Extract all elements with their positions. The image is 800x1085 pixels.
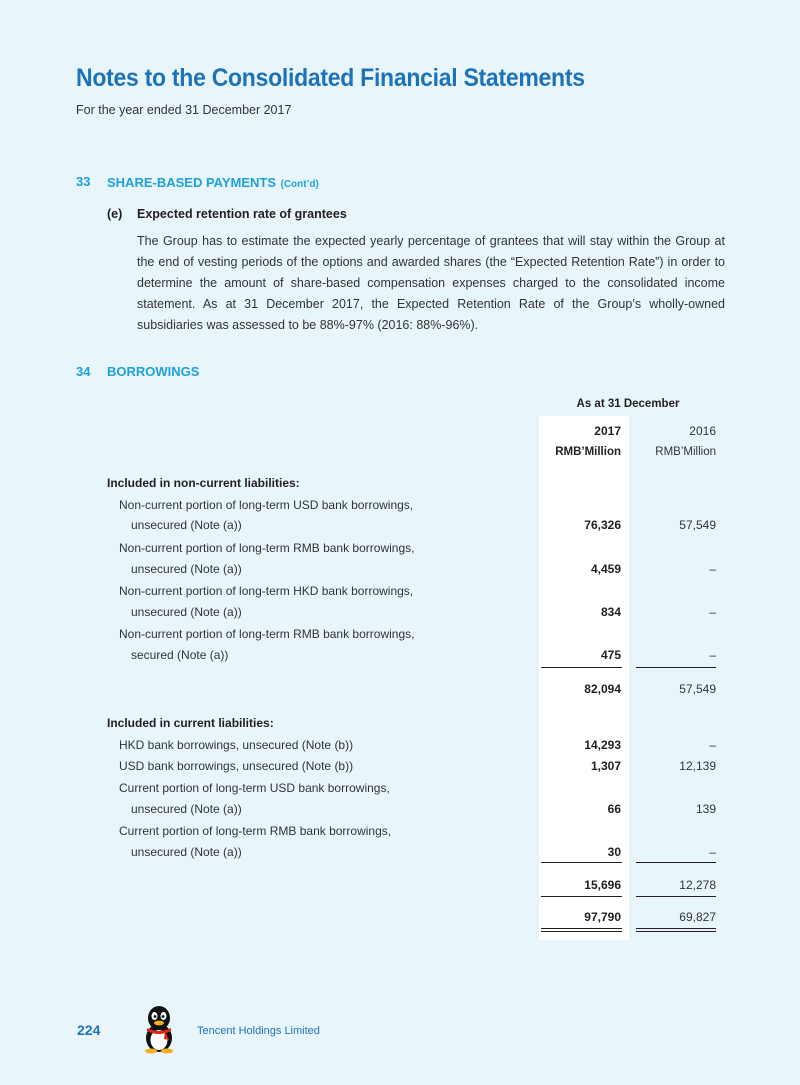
table-row-label: secured (Note (a)) [131,648,229,662]
table-cell-2017: 1,307 [590,759,621,773]
table-row-label: unsecured (Note (a)) [131,845,242,859]
section-33-heading [107,174,319,192]
page-subtitle: For the year ended 31 December 2017 [76,103,292,117]
table-cell-2017: 66 [607,802,621,816]
section-33-title: SHARE-BASED PAYMENTS [107,175,277,190]
table-cell-2016: – [709,562,716,576]
noncurrent-total-2017: 82,094 [584,682,621,696]
page-title: Notes to the Consolidated Financial Statements [76,64,585,92]
subtotal-rule-2016 [636,667,716,668]
table-row-label: unsecured (Note (a)) [131,562,242,576]
noncurrent-liabilities-heading: Included in non-current liabilities: [107,476,300,490]
total-rule-2017 [541,896,622,897]
noncurrent-total-2016: 57,549 [679,682,716,696]
table-row-label: HKD bank borrowings, unsecured (Note (b)) [119,738,354,752]
table-row-label: Current portion of long-term RMB bank borrowings, [119,824,392,838]
grand-total-2016: 69,827 [679,910,716,924]
column-header-2017: 2017 [594,424,621,438]
table-cell-2017: 30 [607,845,621,859]
table-cell-2016: – [709,648,716,662]
subtotal-rule-2016 [636,862,716,863]
company-name: Tencent Holdings Limited [197,1025,320,1037]
table-row-label: unsecured (Note (a)) [131,802,242,816]
section-34-title: BORROWINGS [107,364,200,379]
retention-rate-paragraph: The Group has to estimate the expected yearly percentage of grantees that will stay within the Group at the end of vesting periods of the options and awarded shares (the “Expected Retention Rate”) in order to determine the amount of share-based compensation expenses charged to the consolidated income statement. As at 31 December 2017, the Expected Retention Rate of the Group’s wholly-owned subsidiaries was assessed to be 88%-97% (2016: 88%-96%). [137,234,725,332]
table-cell-2016: – [709,738,716,752]
subsection-e-title: Expected retention rate of grantees [137,207,347,221]
section-33-cont: (Cont’d) [280,179,319,190]
table-cell-2016: – [709,845,716,859]
table-row-label: Non-current portion of long-term HKD bank borrowings, [119,584,414,598]
table-row-label: Non-current portion of long-term RMB bank borrowings, [119,627,415,641]
table-row-label: unsecured (Note (a)) [131,518,242,532]
table-as-at-header: As at 31 December [576,398,680,410]
page-number: 224 [77,1022,101,1038]
penguin-logo-icon [139,1004,179,1054]
table-cell-2017: 475 [600,648,621,662]
column-header-2016: 2016 [689,424,716,438]
current-total-2017: 15,696 [584,878,621,892]
current-total-2016: 12,278 [679,878,716,892]
table-row-label: Non-current portion of long-term RMB bank borrowings, [119,541,415,555]
column-unit-2016: RMB’Million [655,446,716,458]
subtotal-rule-2017 [541,667,622,668]
double-rule-2016 [636,928,716,929]
table-cell-2016: – [709,605,716,619]
table-row-label: Non-current portion of long-term USD bank borrowings, [119,498,414,512]
section-33-number: 33 [76,174,91,189]
table-cell-2017: 14,293 [584,738,621,752]
section-34-number: 34 [76,364,91,379]
current-liabilities-heading: Included in current liabilities: [107,716,274,730]
column-unit-2017: RMB’Million [555,446,621,458]
table-cell-2017: 4,459 [590,562,621,576]
subsection-e-label: (e) [107,207,123,221]
double-rule-2017 [541,928,622,929]
total-rule-2016 [636,896,716,897]
grand-total-2017: 97,790 [584,910,621,924]
table-cell-2016: 12,139 [679,759,716,773]
subtotal-rule-2017 [541,862,622,863]
table-row-label: Current portion of long-term USD bank borrowings, [119,781,390,795]
table-cell-2017: 76,326 [584,518,621,532]
double-rule-2016 [636,931,716,932]
double-rule-2017 [541,931,622,932]
table-cell-2016: 139 [695,802,716,816]
table-row-label: USD bank borrowings, unsecured (Note (b)) [119,759,354,773]
table-cell-2016: 57,549 [679,518,716,532]
table-row-label: unsecured (Note (a)) [131,605,242,619]
table-cell-2017: 834 [600,605,621,619]
